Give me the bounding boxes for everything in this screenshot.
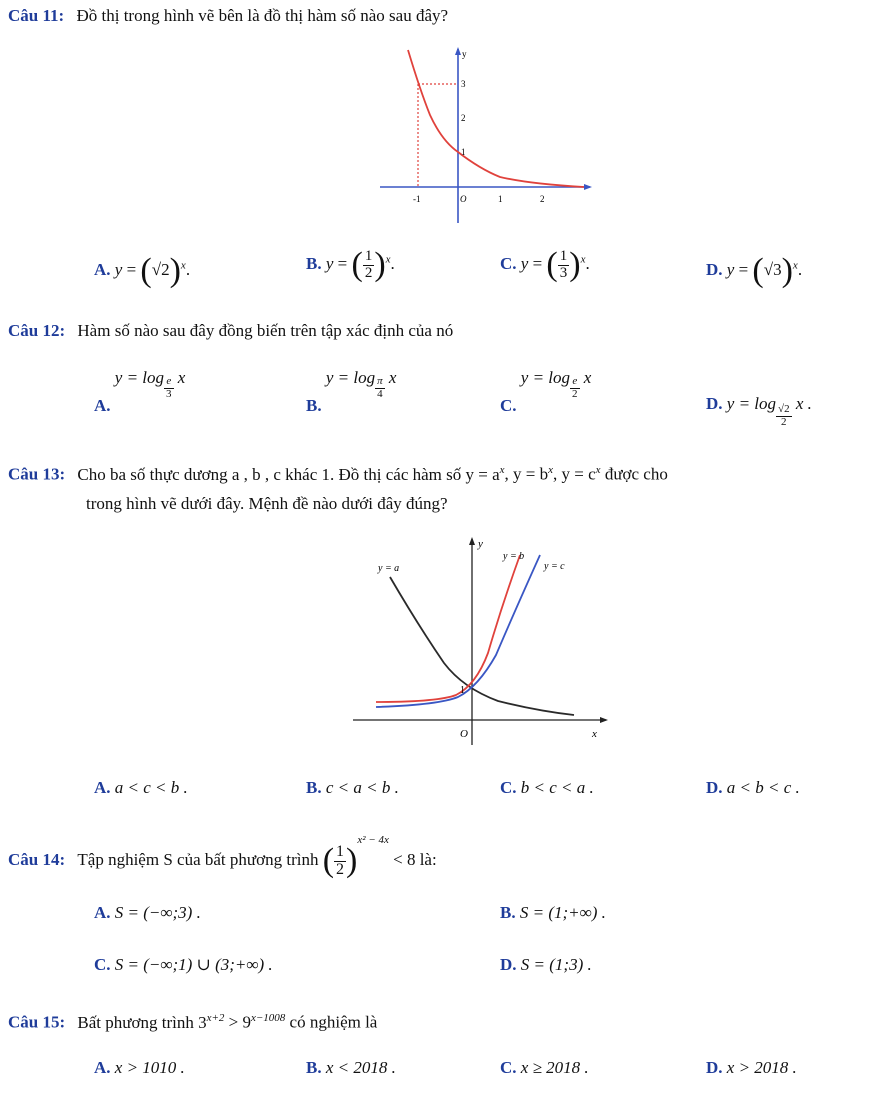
- q11-option-a[interactable]: A. $y = (√2)^x$.: [94, 252, 191, 289]
- q12-option-a[interactable]: A. y = log $\frac{e}{3}$ x: [94, 368, 186, 415]
- q13-option-b[interactable]: B. c < a < b .: [306, 778, 399, 797]
- q12-option-d[interactable]: D. y = log $\frac{√2}{2}$ x .: [706, 394, 812, 428]
- q12-heading: [8, 321, 453, 341]
- q14-option-a[interactable]: A. S = (−∞;3) .: [94, 903, 201, 922]
- q15-option-d[interactable]: D. x > 2018 .: [706, 1058, 797, 1077]
- q12-text: Hàm số nào sau đây đồng biến trên tập xác định của nó: [77, 321, 454, 340]
- q11-origin: O: [460, 194, 467, 204]
- q15-text-post: có nghiệm là: [285, 1012, 378, 1032]
- q13-graph: [348, 535, 613, 750]
- q13-label-yc: y = c: [544, 561, 565, 572]
- q11-tick-xm1: -1: [413, 194, 421, 204]
- q15-text-pre: Bất phương trình 3: [77, 1012, 207, 1032]
- q14-option-c[interactable]: C. S = (−∞;1) ∪ (3;+∞) .: [94, 955, 273, 974]
- q11-graph: [370, 45, 600, 230]
- q14-option-b[interactable]: B. S = (1;+∞) .: [500, 903, 606, 922]
- q13-heading: Câu 13: Cho ba số thực dương a , b , c khác 1. Đồ thị các hàm số $y = a^x$, $y = b^x$, $y = c^x$ được cho: [8, 464, 668, 484]
- q11-y-label: y: [462, 49, 467, 59]
- q13-option-d[interactable]: D. a < b < c .: [706, 778, 800, 797]
- q11-tick-y3: 3: [461, 79, 466, 89]
- q13-option-a[interactable]: A. a < c < b .: [94, 778, 188, 797]
- q11-curve: [408, 50, 584, 187]
- q12-option-c[interactable]: C. y = log $\frac{e}{2}$ x: [500, 368, 592, 415]
- q14-exponent: x² − 4x: [357, 834, 389, 846]
- q15-heading: Câu 15: Bất phương trình $3^{x+2} > 9^{x-1008}$ có nghiệm là: [8, 1012, 378, 1032]
- q11-option-c[interactable]: C. y = ( $\frac{1}{3}$ )$^x$.: [500, 246, 590, 283]
- q13-text-1: Cho ba số thực dương a , b , c khác 1. Đồ thị các hàm số y = a: [77, 464, 500, 484]
- q13-curve-a: [390, 577, 574, 715]
- q13-label-one: 1: [460, 685, 465, 696]
- q14-text-post: < 8 là:: [393, 850, 437, 869]
- q15-label: Câu 15:: [8, 1012, 66, 1032]
- q13-x-label: x: [592, 728, 597, 740]
- q14-text-pre: Tập nghiệm S của bất phương trình: [77, 850, 319, 869]
- q15-option-a[interactable]: A. x > 1010 .: [94, 1058, 185, 1077]
- q13-label: Câu 13:: [8, 464, 66, 484]
- q13-curve-c: [376, 555, 540, 707]
- q12-option-b[interactable]: B. y = log $\frac{\pi}{4}$ x: [306, 368, 397, 415]
- q13-origin: O: [460, 728, 468, 740]
- q11-tick-y2: 2: [461, 113, 466, 123]
- q11-tick-x1: 1: [498, 194, 503, 204]
- q11-label: Câu 11:: [8, 6, 65, 25]
- q13-option-c[interactable]: C. b < c < a .: [500, 778, 594, 797]
- q11-tick-x2: 2: [540, 194, 545, 204]
- q12-label: Câu 12:: [8, 321, 66, 340]
- q13-label-yb: y = b: [503, 551, 525, 562]
- q11-heading: [8, 6, 448, 26]
- q11-tick-y1: 1: [461, 147, 466, 157]
- q13-y-label: y: [478, 538, 483, 550]
- q13-label-ya: y = a: [378, 563, 400, 574]
- q14-option-d[interactable]: D. S = (1;3) .: [500, 955, 592, 974]
- q11-option-d[interactable]: D. $y = (√3)^x$.: [706, 252, 803, 289]
- q15-option-b[interactable]: B. x < 2018 .: [306, 1058, 396, 1077]
- q13-curve-b: [376, 555, 520, 702]
- q11-option-b[interactable]: B. y = ( $\frac{1}{2}$ )$^x$.: [306, 246, 395, 283]
- q11-text: Đồ thị trong hình vẽ bên là đồ thị hàm số nào sau đây?: [76, 6, 449, 25]
- q13-text-2: trong hình vẽ dưới đây. Mệnh đề nào dưới đây đúng?: [86, 494, 448, 513]
- q15-option-c[interactable]: C. x ≥ 2018 .: [500, 1058, 589, 1077]
- q14-heading: Câu 14: Tập nghiệm S của bất phương trình ( $\frac{1}{2}$ )$^{x^2 - 4x}$ < 8 là:: [8, 834, 437, 880]
- q14-label: Câu 14:: [8, 850, 66, 869]
